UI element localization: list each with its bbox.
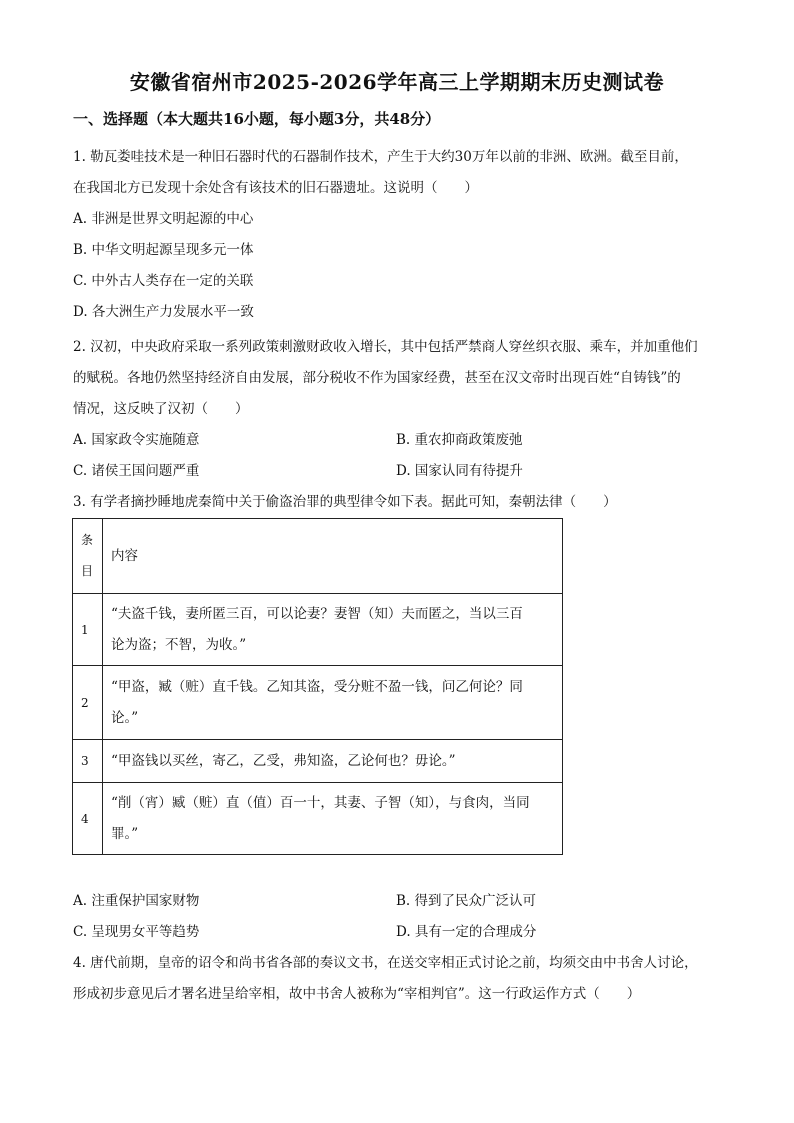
section-heading: 一、选择题（本大题共16小题，每小题3分，共48分） bbox=[73, 110, 441, 128]
question-3-option-b[interactable]: B. 得到了民众广泛认可 bbox=[396, 893, 537, 909]
question-4-stem-line: 形成初步意见后才署名进呈给宰相，故中书舍人被称为“宰相判官”。这一行政运作方式（ ） bbox=[73, 986, 641, 1002]
question-4 bbox=[73, 948, 723, 1010]
table-row bbox=[73, 740, 563, 783]
table-cell-num: 4 bbox=[73, 783, 103, 855]
question-3-stem: 3. 有学者摘抄睡地虎秦简中关于偷盗治罪的典型律令如下表。据此可知，秦朝法律（ ） bbox=[73, 494, 617, 510]
table-row bbox=[73, 783, 563, 855]
table-cell-content: “削（宵）臧（赃）直（值）百一十，其妻、子智（知），与食肉，当同 罪。” bbox=[103, 783, 563, 855]
table-row bbox=[73, 666, 563, 740]
question-2-options-row bbox=[73, 456, 723, 487]
table-cell-num: 3 bbox=[73, 740, 103, 783]
question-1-option-d[interactable]: D. 各大洲生产力发展水平一致 bbox=[73, 304, 254, 320]
table-header-content: 内容 bbox=[103, 519, 563, 594]
question-3-options-row bbox=[73, 917, 723, 948]
question-2-stem-line: 2. 汉初，中央政府采取一系列政策刺激财政收入增长，其中包括严禁商人穿丝织衣服、乘车，并加重他们 bbox=[73, 339, 698, 355]
question-3-options bbox=[73, 886, 723, 948]
question-3 bbox=[73, 487, 723, 518]
question-1-option-b[interactable]: B. 中华文明起源呈现多元一体 bbox=[73, 242, 254, 258]
question-4-stem-line: 4. 唐代前期，皇帝的诏令和尚书省各部的奏议文书，在送交宰相正式讨论之前，均须交由中书舍人讨论， bbox=[73, 955, 698, 971]
question-3-options-row bbox=[73, 886, 723, 917]
question-3-option-d[interactable]: D. 具有一定的合理成分 bbox=[396, 924, 537, 940]
question-3-option-a[interactable]: A. 注重保护国家财物 bbox=[73, 893, 200, 909]
question-1 bbox=[73, 142, 723, 328]
question-2-options-row bbox=[73, 425, 723, 456]
question-2 bbox=[73, 332, 723, 487]
question-2-stem-line: 的赋税。各地仍然坚持经济自由发展，部分税收不作为国家经费，甚至在汉文帝时出现百姓“自铸钱”的 bbox=[73, 370, 681, 386]
table-cell-content: “甲盗，臧（赃）直千钱。乙知其盗，受分赃不盈一钱，问乙何论？同 论。” bbox=[103, 666, 563, 740]
page-title: 安徽省宿州市2025-2026学年高三上学期期末历史测试卷 bbox=[129, 70, 665, 94]
law-table bbox=[72, 518, 563, 855]
question-2-option-b[interactable]: B. 重农抑商政策废弛 bbox=[396, 432, 523, 448]
question-1-stem-line: 在我国北方已发现十余处含有该技术的旧石器遗址。这说明（ ） bbox=[73, 180, 478, 196]
table-cell-content: “夫盗千钱，妻所匿三百，可以论妻？妻智（知）夫而匿之，当以三百 论为盗；不智，为收。” bbox=[103, 594, 563, 666]
table-cell-num: 1 bbox=[73, 594, 103, 666]
question-2-option-d[interactable]: D. 国家认同有待提升 bbox=[396, 463, 523, 479]
question-3-option-c[interactable]: C. 呈现男女平等趋势 bbox=[73, 924, 200, 940]
table-cell-content: “甲盗钱以买丝，寄乙，乙受，弗知盗，乙论何也？毋论。” bbox=[103, 740, 563, 783]
question-1-option-c[interactable]: C. 中外古人类存在一定的关联 bbox=[73, 273, 254, 289]
table-cell-num: 2 bbox=[73, 666, 103, 740]
question-1-option-a[interactable]: A. 非洲是世界文明起源的中心 bbox=[73, 211, 254, 227]
question-2-stem-line: 情况，这反映了汉初（ ） bbox=[73, 401, 249, 417]
question-2-option-a[interactable]: A. 国家政令实施随意 bbox=[73, 432, 200, 448]
question-1-stem-line: 1. 勒瓦娄哇技术是一种旧石器时代的石器制作技术，产生于大约30万年以前的非洲、欧洲。截至目前， bbox=[73, 149, 688, 165]
question-2-option-c[interactable]: C. 诸侯王国问题严重 bbox=[73, 463, 200, 479]
table-row bbox=[73, 594, 563, 666]
table-header-num: 条 目 bbox=[73, 519, 103, 594]
table-header-row bbox=[73, 519, 563, 594]
